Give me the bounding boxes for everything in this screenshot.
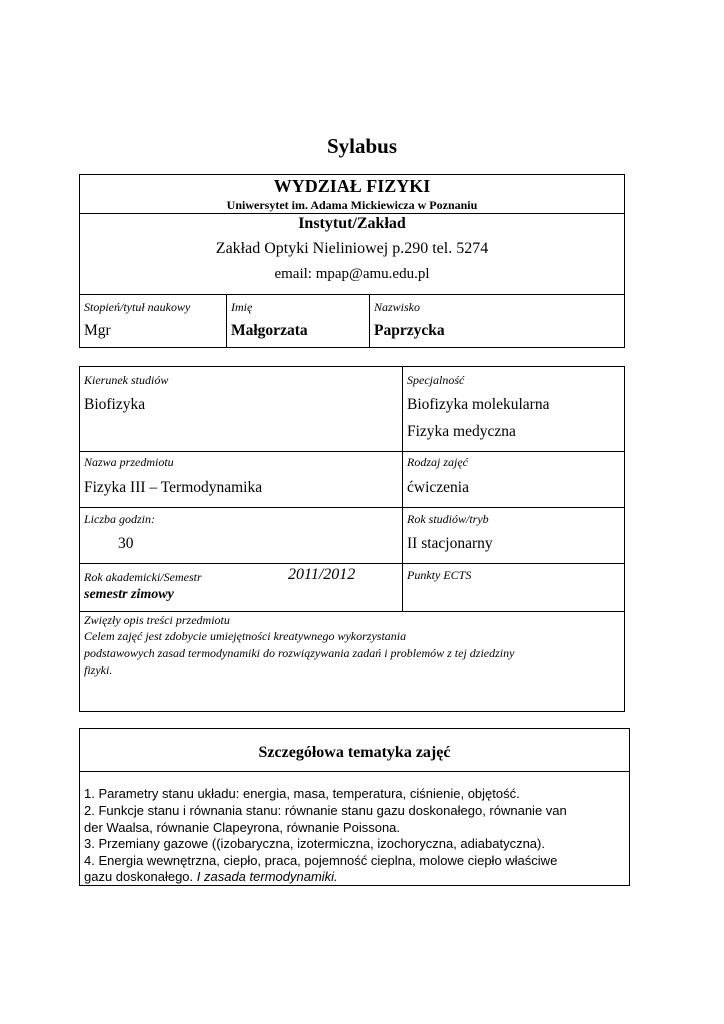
institute-label: Instytut/Zakład	[298, 215, 406, 232]
summary-line-1: Celem zajęć jest zdobycie umiejętności kreatywnego wykorzystania	[84, 629, 407, 643]
lastname-label: Nazwisko	[374, 300, 421, 314]
class-type-value: ćwiczenia	[407, 479, 469, 496]
divider	[79, 771, 630, 772]
topics-heading: Szczegółowa tematyka zajęć	[258, 744, 451, 761]
year-label: Rok studiów/tryb	[407, 512, 489, 526]
degree-value: Mgr	[84, 322, 111, 339]
subject-value: Fizyka III – Termodynamika	[84, 479, 263, 496]
hours-label: Liczba godzin:	[84, 512, 156, 526]
topic-line-4: 3. Przemiany gazowe ((izobaryczna, izotermiczna, izochoryczna, adiabatyczna).	[84, 836, 545, 851]
firstname-label: Imię	[231, 300, 253, 314]
document-title: Sylabus	[326, 134, 398, 158]
specialty-value-2: Fizyka medyczna	[407, 423, 516, 440]
degree-label: Stopień/tytuł naukowy	[84, 300, 191, 314]
summary-line-2: podstawowych zasad termodynamiki do rozwiązywania zadań i problemów z tej dziedziny	[84, 646, 515, 660]
institute-value: Zakład Optyki Nieliniowej p.290 tel. 5274	[215, 240, 489, 257]
topic-line-3: der Waalsa, równanie Clapeyrona, równanie Poissona.	[84, 820, 401, 835]
divider	[79, 563, 625, 564]
academic-year-value: 2011/2012	[288, 566, 356, 583]
divider	[79, 611, 625, 612]
hours-value: 30	[118, 535, 134, 552]
specialty-label: Specjalność	[407, 373, 465, 387]
summary-label: Zwięzły opis treści przedmiotu	[84, 613, 230, 627]
divider	[402, 366, 403, 611]
email-text: email: mpap@amu.edu.pl	[274, 266, 430, 282]
divider	[79, 213, 625, 214]
divider	[79, 451, 625, 452]
topic-line-2: 2. Funkcje stanu i równania stanu: równanie stanu gazu doskonałego, równanie van	[84, 803, 567, 818]
summary-line-3: fizyki.	[84, 663, 113, 677]
firstname-value: Małgorzata	[231, 322, 308, 339]
divider	[226, 294, 227, 348]
field-label: Kierunek studiów	[84, 373, 169, 387]
topic-line-1: 1. Parametry stanu układu: energia, masa, temperatura, ciśnienie, objętość.	[84, 786, 520, 801]
university-name: Uniwersytet im. Adama Mickiewicza w Poznaniu	[226, 198, 478, 212]
year-value: II stacjonarny	[407, 535, 493, 552]
academic-year-label: Rok akademicki/Semestr	[84, 570, 202, 584]
subject-label: Nazwa przedmiotu	[84, 455, 174, 469]
faculty-name: WYDZIAŁ FIZYKI	[273, 176, 431, 196]
semester-value: semestr zimowy	[84, 587, 174, 602]
topic-line-6-italic: I zasada termodynamiki.	[196, 869, 338, 884]
topic-line-5: 4. Energia wewnętrzna, ciepło, praca, pojemność cieplna, molowe ciepło właściwe	[84, 853, 558, 868]
divider	[79, 294, 625, 295]
lastname-value: Paprzycka	[374, 322, 445, 339]
field-value: Biofizyka	[84, 396, 146, 413]
ects-label: Punkty ECTS	[407, 568, 472, 582]
divider	[369, 294, 370, 348]
class-type-label: Rodzaj zajęć	[407, 455, 468, 469]
topic-line-6-plain: gazu doskonałego.	[84, 869, 197, 884]
topic-line-6	[84, 869, 338, 884]
divider	[79, 507, 625, 508]
specialty-value-1: Biofizyka molekularna	[407, 396, 550, 413]
